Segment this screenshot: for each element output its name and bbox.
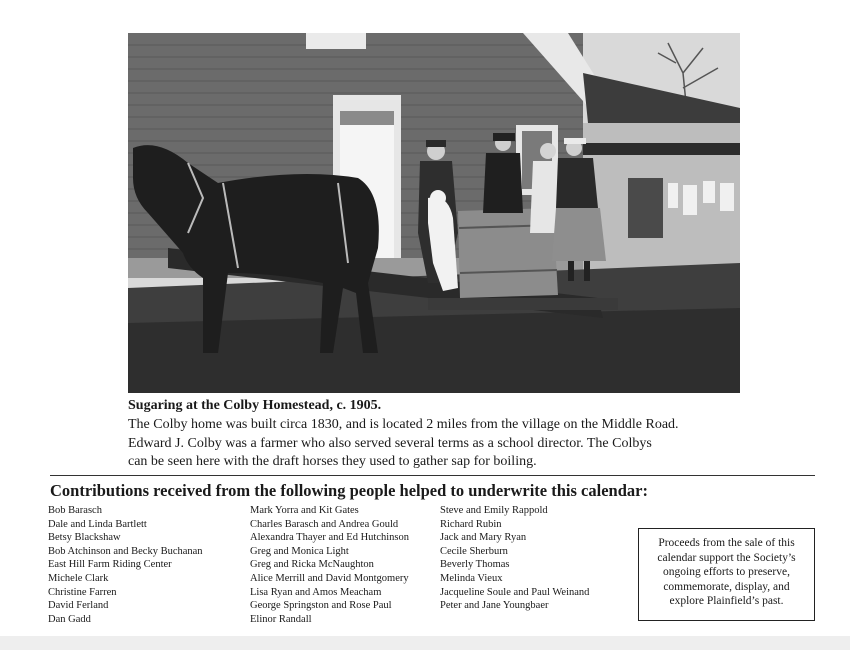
contributor-name: Christine Farren [48,586,117,598]
porch-roof [583,143,740,155]
contributor-name: Dan Gadd [48,613,91,625]
contributor-name: Beverly Thomas [440,559,510,571]
caption-title: Sugaring at the Colby Homestead, c. 1905. [128,398,382,413]
contributor-name: Dale and Linda Bartlett [48,518,147,530]
proceeds-line: ongoing efforts to preserve, [663,566,790,578]
contributor-name: Greg and Ricka McNaughton [250,559,374,571]
proceeds-line: commemorate, display, and [663,580,790,593]
caption-line: The Colby home was built circa 1830, and is located 2 miles from the village on the Middle Road. [128,417,679,432]
ell-window [628,178,663,238]
contributors-column-2 [250,504,409,626]
caption-line: Edward J. Colby was a farmer who also served several terms as a school director. The Colbys [128,435,652,451]
contributor-name: Michele Clark [48,572,109,584]
photo-caption [128,397,728,472]
contributor-name: Bob Barasch [48,505,102,516]
upper-window [306,33,366,49]
contributor-name: David Ferland [48,600,109,612]
contributor-name: East Hill Farm Riding Center [48,559,172,571]
contributor-name: Melinda Vieux [440,572,503,584]
contributor-name: Steve and Emily Rappold [440,505,548,516]
contributors-column-1 [48,504,203,626]
contributor-name: Jack and Mary Ryan [440,532,527,544]
photo-scene [128,33,740,393]
contributor-name: Peter and Jane Youngbaer [440,600,549,612]
contributor-name: George Springston and Rose Paul [250,600,392,612]
proceeds-line: explore Plainfield’s past. [669,595,784,607]
contributor-name: Charles Barasch and Andrea Gould [250,518,399,530]
contributors-heading: Contributions received from the following people helped to underwrite this calendar: [50,481,648,500]
page-bottom-edge [0,636,850,650]
contributor-name: Richard Rubin [440,518,502,530]
proceeds-notice-box [638,528,815,621]
contributor-name: Bob Atchinson and Becky Buchanan [48,545,203,557]
section-divider [50,475,815,476]
caption-body [128,416,728,472]
contributor-name: Alice Merrill and David Montgomery [250,572,409,584]
contributor-name: Cecile Sherburn [440,545,508,557]
contributor-name: Lisa Ryan and Amos Meacham [250,586,382,598]
proceeds-line: Proceeds from the sale of this [658,537,795,549]
contributor-name: Greg and Monica Light [250,545,349,557]
contributor-name: Elinor Randall [250,613,312,625]
proceeds-line: calendar support the Society’s [657,551,796,564]
contributor-name: Mark Yorra and Kit Gates [250,505,359,516]
contributor-name: Jacqueline Soule and Paul Weinand [440,586,590,598]
historic-photo [128,33,740,393]
caption-line: can be seen here with the draft horses they used to gather sap for boiling. [128,454,537,469]
contributor-name: Betsy Blackshaw [48,532,121,544]
contributors-column-3 [440,504,589,613]
contributor-name: Alexandra Thayer and Ed Hutchinson [250,532,410,544]
